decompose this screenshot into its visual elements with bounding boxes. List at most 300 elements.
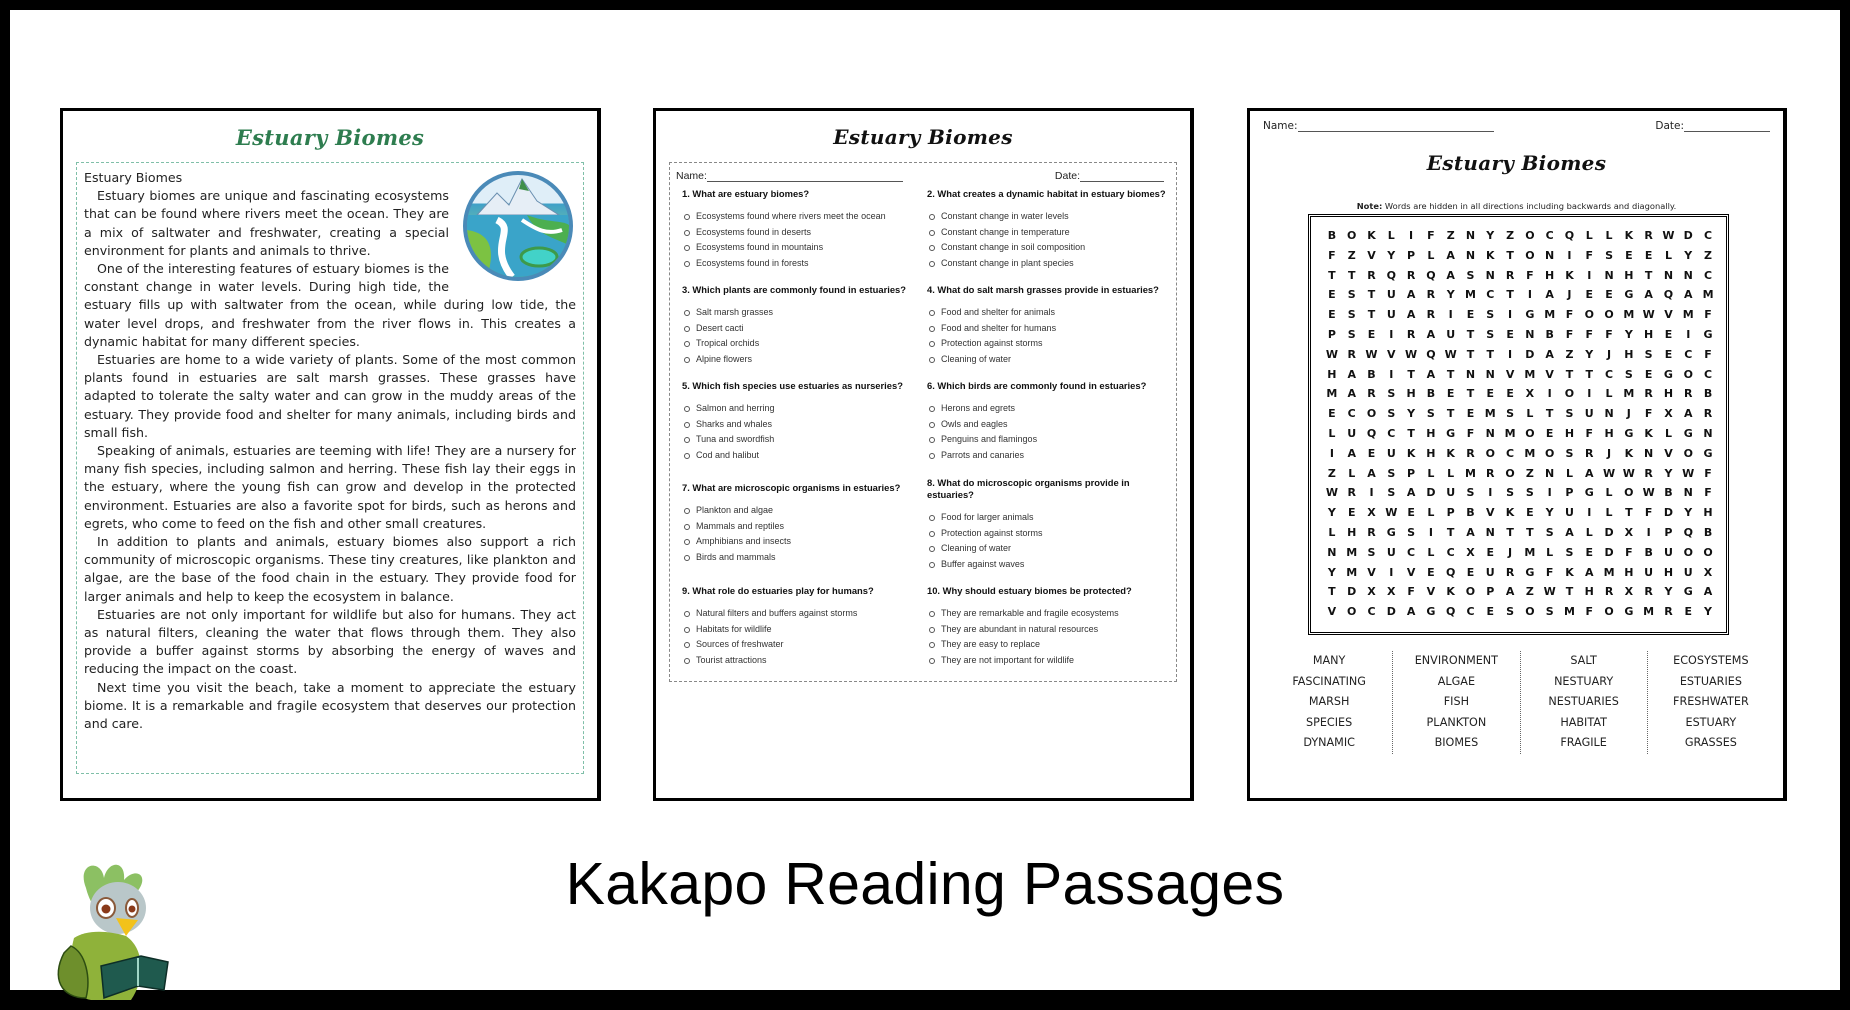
date-label: Date: [1054,170,1080,182]
grid-letter: E [1545,426,1554,440]
question-text: 3. Which plants are commonly found in estuaries? [682,284,906,295]
answer-option: Alpine flowers [682,352,922,368]
grid-letter: N [1465,248,1476,262]
grid-letter: M [1623,387,1635,401]
grid-letter: O [1683,545,1693,559]
grid-letter: A [1446,268,1455,282]
answer-option: Mammals and reptiles [682,519,922,535]
answer-option: Owls and eagles [927,417,1167,433]
grid-letter: B [1644,545,1653,559]
grid-letter: R [1703,407,1713,421]
word-bank-item: ENVIRONMENT [1414,654,1498,667]
grid-letter: H [1644,327,1654,341]
grid-letter: N [1465,367,1476,381]
grid-letter: F [1704,486,1712,500]
estuary-illustration-icon [463,171,573,281]
grid-letter: I [1488,486,1493,500]
question-block [682,482,922,565]
grid-letter: T [1545,407,1554,421]
grid-letter: W [1325,347,1338,361]
grid-letter: W [1543,585,1556,599]
grid-letter: L [1328,426,1336,440]
grid-letter: I [1508,308,1513,322]
grid-letter: S [1426,407,1435,421]
grid-letter: H [1327,367,1337,381]
grid-row [1322,464,1718,484]
grid-letter: T [1367,288,1376,302]
grid-letter: T [1565,585,1574,599]
grid-letter: I [1686,327,1691,341]
grid-letter: B [1327,229,1337,242]
grid-letter: H [1347,525,1357,539]
question-text: 1. What are estuary biomes? [682,188,810,199]
grid-letter: U [1386,545,1396,559]
question-block [927,188,1167,271]
answer-option: Tourist attractions [682,653,922,669]
passage-paragraph: Estuaries are not only important for wildlife but also for humans. They act as natural filters, cleaning the water that flows through them. They also provide a buffer against storms by absorbing the energy of waves and reducing the impact on the coast. [84,606,576,677]
grid-letter: T [1466,387,1475,401]
grid-letter: F [1704,347,1712,361]
answer-option: Natural filters and buffers against storms [682,606,922,622]
grid-letter: F [1565,327,1574,341]
grid-letter: Q [1386,268,1396,282]
grid-letter: T [1328,585,1336,599]
grid-letter: G [1386,525,1396,539]
grid-letter: E [1328,288,1336,302]
grid-letter: I [1369,486,1374,500]
grid-letter: Y [1387,248,1396,262]
word-bank-column [1392,651,1519,754]
grid-letter: S [1506,407,1515,421]
grid-letter: M [1603,565,1615,579]
grid-letter: O [1465,585,1476,599]
grid-letter: P [1664,525,1673,539]
grid-letter: E [1506,327,1514,341]
grid-letter: P [1327,327,1336,341]
grid-letter: R [1406,268,1416,282]
grid-letter: E [1506,387,1514,401]
grid-letter: C [1506,446,1515,460]
grid-letter: S [1387,387,1396,401]
grid-letter: X [1624,585,1634,599]
grid-letter: T [1446,525,1455,539]
grid-letter: P [1486,585,1495,599]
grid-letter: W [1444,347,1457,361]
answer-option: Constant change in soil composition [927,240,1167,256]
grid-letter: U [1683,565,1693,579]
grid-letter: G [1703,446,1713,460]
word-bank-item: FRESHWATER [1673,695,1749,709]
grid-letter: K [1446,446,1455,460]
grid-letter: T [1367,308,1376,322]
grid-letter: Q [1683,525,1693,539]
grid-letter: I [1508,347,1513,361]
grid-letter: M [1346,565,1358,579]
grid-letter: L [1427,466,1435,480]
grid-letter: L [1605,506,1613,520]
grid-letter: S [1486,308,1495,322]
grid-letter: C [1407,545,1416,559]
grid-letter: P [1565,486,1574,500]
grid-letter: A [1644,288,1653,302]
grid-letter: R [1367,387,1376,401]
question-block [682,585,922,668]
grid-letter: A [1585,565,1594,579]
grid-letter: C [1446,545,1455,559]
quiz-page [653,108,1194,801]
grid-letter: R [1367,525,1376,539]
grid-letter: H [1564,426,1575,440]
grid-letter: A [1347,446,1356,460]
word-bank-item: MARSH [1308,695,1350,709]
passage-paragraph: One of the interesting features of estuary biomes is the constant change in water levels. During high tide, the estuary fills up with saltwater from the ocean, while during low tide, the water level drops, and freshwater from the river flows in. This creates a dynamic habitat for many different species. [84,261,576,349]
answer-option: Protection against storms [927,336,1167,352]
grid-letter: F [1466,426,1475,440]
word-search-page [1247,108,1787,801]
grid-letter: S [1525,486,1534,500]
grid-letter: L [1605,229,1613,242]
grid-letter: Z [1446,229,1455,242]
word-bank-item: FISH [1443,695,1469,709]
grid-letter: O [1347,605,1357,619]
answer-option: Cleaning of water [927,541,1167,557]
passage-paragraph: Speaking of animals, estuaries are teeming with life! They are a nursery for many fish species, including salmon and herring. These fish lay their eggs in the estuary, where the young fish can grow and develop in the protected environment. Estuaries are also a favorite spot for birds, such as herons and egrets, who come to feed on the fish and other small creatures. [84,443,576,531]
grid-letter: F [1407,585,1415,599]
passage-box [76,162,584,774]
grid-letter: Q [1663,288,1674,302]
answer-option: Ecosystems found in mountains [682,240,922,256]
grid-letter: D [1386,605,1396,619]
grid-letter: T [1585,367,1594,381]
page-title: Estuary Biomes [235,125,425,150]
date-field [1655,120,1770,132]
grid-letter: Q [1446,605,1456,619]
grid-letter: F [1585,426,1594,440]
grid-letter: O [1347,229,1357,242]
question-text: 5. Which fish species use estuaries as nurseries? [682,380,903,391]
grid-letter: A [1426,367,1436,381]
grid-letter: H [1624,347,1634,361]
answer-option: Salt marsh grasses [682,305,922,321]
grid-letter: C [1466,605,1475,619]
grid-letter: X [1703,565,1713,579]
word-bank-item: SALT [1570,654,1597,667]
grid-letter: K [1446,585,1455,599]
grid-letter: S [1565,407,1574,421]
answer-option: They are easy to replace [927,637,1167,653]
grid-letter: L [1605,387,1613,401]
grid-letter: S [1347,308,1356,322]
grid-letter: D [1663,506,1674,520]
grid-letter: D [1683,229,1693,242]
grid-letter: L [1546,545,1554,559]
grid-letter: E [1644,248,1653,262]
grid-letter: T [1506,288,1514,302]
grid-letter: U [1663,545,1673,559]
grid-letter: V [1367,565,1376,579]
grid-letter: X [1624,525,1634,539]
grid-letter: R [1367,268,1376,282]
grid-letter: H [1624,268,1634,282]
grid-letter: H [1663,565,1674,579]
grid-letter: I [1547,387,1552,401]
grid-row [1322,543,1718,563]
grid-letter: E [1644,367,1653,381]
grid-letter: O [1505,466,1515,480]
grid-letter: O [1525,248,1535,262]
grid-letter: U [1564,506,1574,520]
answer-option: Food and shelter for animals [927,305,1167,321]
answer-option: Cleaning of water [927,352,1167,368]
grid-letter: G [1703,327,1713,341]
grid-letter: R [1644,387,1653,401]
grid-letter: O [1683,367,1693,381]
grid-letter: B [1703,387,1713,401]
grid-letter: N [1485,268,1495,282]
grid-row [1322,325,1718,345]
word-bank-item: PLANKTON [1426,715,1487,729]
grid-letter: I [1587,387,1592,401]
grid-letter: Q [1426,347,1436,361]
grid-letter: H [1406,387,1416,401]
question-text: 6. Which birds are commonly found in estuaries? [927,380,1147,391]
grid-row [1322,266,1718,286]
grid-letter: I [1567,248,1572,262]
grid-letter: W [1662,229,1675,242]
grid-letter: Z [1525,466,1534,480]
grid-letter: M [1326,387,1338,401]
grid-letter: V [1426,585,1436,599]
grid-letter: K [1565,565,1574,579]
grid-letter: A [1406,308,1416,322]
grid-letter: D [1426,486,1436,500]
reading-passage-page [60,108,601,801]
grid-letter: F [1644,407,1653,421]
grid-letter: V [1406,565,1416,579]
grid-letter: M [1563,605,1575,619]
grid-letter: N [1485,426,1495,440]
grid-letter: O [1525,229,1535,242]
question-block [682,284,922,367]
grid-letter: A [1406,486,1416,500]
grid-letter: R [1406,327,1416,341]
grid-row [1322,602,1718,622]
grid-letter: X [1367,506,1376,520]
grid-letter: F [1704,308,1712,322]
grid-letter: I [1587,506,1592,520]
grid-letter: C [1387,426,1396,440]
grid-row [1322,305,1718,325]
grid-letter: A [1426,327,1436,341]
grid-letter: W [1642,486,1655,500]
grid-letter: F [1585,327,1594,341]
question-block [927,477,1167,572]
grid-letter: U [1644,565,1654,579]
grid-letter: N [1485,367,1495,381]
grid-letter: F [1585,248,1594,262]
grid-letter: V [1545,367,1554,381]
grid-letter: N [1525,327,1535,341]
word-bank [1266,651,1774,754]
grid-letter: H [1426,446,1436,460]
passage-paragraph: Next time you visit the beach, take a moment to appreciate the estuary biome. It is a remarkable and fragile ecosystem that deserves our protection and care. [84,679,576,732]
grid-letter: E [1605,288,1613,302]
grid-letter: I [1448,308,1453,322]
grid-letter: Z [1704,248,1713,262]
answer-option: Protection against storms [927,526,1167,542]
grid-letter: G [1525,308,1535,322]
answer-option: Desert cacti [682,321,922,337]
grid-letter: R [1644,466,1653,480]
grid-letter: K [1486,248,1495,262]
word-bank-item: ECOSYSTEMS [1673,654,1749,667]
grid-letter: O [1703,545,1713,559]
grid-letter: J [1607,446,1612,460]
passage-paragraph: Estuary biomes are unique and fascinating ecosystems that can be found where rivers meet the ocean. They are a mix of saltwater and freshwater, creating a special environment for plants and animals to thrive. [84,188,449,258]
grid-letter: X [1367,585,1376,599]
grid-letter: Y [1684,506,1693,520]
grid-letter: N [1465,229,1476,242]
grid-letter: Q [1446,565,1456,579]
grid-letter: G [1584,486,1594,500]
answer-option: Habitats for wildlife [682,622,922,638]
grid-letter: I [1409,229,1414,242]
grid-letter: W [1682,466,1695,480]
grid-letter: R [1604,585,1614,599]
grid-letter: F [1704,466,1712,480]
grid-letter: L [1387,229,1395,242]
passage-heading: Estuary Biomes [84,170,183,185]
grid-letter: I [1587,268,1592,282]
grid-letter: D [1604,545,1614,559]
grid-letter: Z [1565,347,1574,361]
answer-option: Sharks and whales [682,417,922,433]
grid-letter: W [1405,347,1418,361]
grid-letter: T [1328,268,1336,282]
grid-letter: X [1466,545,1475,559]
grid-letter: E [1486,387,1495,401]
grid-letter: O [1604,308,1614,322]
grid-letter: R [1644,585,1653,599]
answer-option: Amphibians and insects [682,534,922,550]
grid-letter: I [1428,525,1433,539]
grid-row [1322,582,1718,602]
word-bank-item: FASCINATING [1292,674,1366,688]
grid-letter: I [1389,565,1394,579]
grid-letter: L [1585,229,1593,242]
question-text: 2. What creates a dynamic habitat in estuary biomes? [927,188,1166,199]
grid-letter: E [1466,565,1475,579]
grid-letter: Q [1366,426,1377,440]
grid-letter: U [1485,565,1495,579]
grid-letter: Y [1486,229,1495,242]
grid-letter: S [1486,327,1495,341]
grid-letter: D [1347,585,1357,599]
grid-letter: Y [1545,506,1554,520]
answer-option: Buffer against waves [927,557,1167,573]
grid-letter: U [1446,486,1456,500]
answer-option: Sources of freshwater [682,637,922,653]
grid-letter: S [1466,486,1475,500]
answer-option: Constant change in plant species [927,256,1167,272]
grid-letter: S [1605,248,1614,262]
grid-letter: S [1387,407,1396,421]
grid-letter: I [1646,525,1651,539]
grid-letter: A [1367,466,1376,480]
grid-letter: E [1585,288,1594,302]
grid-letter: E [1486,605,1495,619]
grid-letter: W [1622,466,1635,480]
grid-letter: Y [1585,347,1594,361]
grid-letter: Y [1704,605,1713,619]
grid-letter: L [1664,426,1672,440]
grid-letter: O [1485,446,1495,460]
grid-letter: T [1644,268,1653,282]
grid-letter: G [1624,426,1634,440]
grid-letter: N [1485,525,1495,539]
grid-letter: S [1506,486,1515,500]
grid-letter: S [1367,545,1376,559]
grid-letter: F [1526,268,1534,282]
grid-row [1322,483,1718,503]
grid-letter: A [1406,288,1416,302]
grid-letter: P [1446,506,1455,520]
grid-letter: N [1644,446,1654,460]
grid-letter: A [1703,585,1713,599]
grid-letter: P [1407,248,1416,262]
question-text: 7. What are microscopic organisms in estuaries? [682,482,901,493]
grid-letter: F [1565,308,1574,322]
grid-letter: N [1683,268,1693,282]
grid-letter: S [1565,545,1574,559]
grid-letter: A [1347,387,1356,401]
grid-letter: F [1427,229,1435,242]
grid-letter: N [1703,426,1713,440]
grid-letter: F [1585,605,1594,619]
grid-letter: O [1366,407,1377,421]
grid-letter: E [1427,565,1435,579]
grid-letter: E [1446,387,1455,401]
grid-letter: D [1604,525,1614,539]
grid-letter: U [1584,407,1594,421]
grid-letter: M [1465,466,1476,480]
grid-letter: U [1386,308,1396,322]
grid-letter: Z [1506,229,1515,242]
grid-letter: F [1328,248,1336,262]
page-title: Estuary Biomes [1426,151,1607,175]
grid-letter: G [1624,288,1634,302]
grid-letter: C [1367,605,1376,619]
grid-letter: C [1486,288,1495,302]
grid-letter: N [1327,545,1337,559]
grid-letter: Y [1664,585,1673,599]
grid-letter: R [1644,229,1653,242]
word-bank-item: HABITAT [1560,715,1607,729]
grid-letter: V [1327,605,1337,619]
quiz-box [669,162,1177,682]
grid-letter: E [1328,308,1336,322]
answer-option: Food and shelter for humans [927,321,1167,337]
grid-letter: A [1466,525,1475,539]
word-bank-item: ALGAE [1437,674,1476,688]
word-bank-column [1647,651,1774,754]
grid-letter: T [1506,248,1514,262]
grid-letter: M [1623,308,1635,322]
grid-letter: C [1347,407,1356,421]
grid-letter: E [1625,248,1633,262]
grid-letter: A [1565,525,1574,539]
grid-letter: A [1347,367,1356,381]
